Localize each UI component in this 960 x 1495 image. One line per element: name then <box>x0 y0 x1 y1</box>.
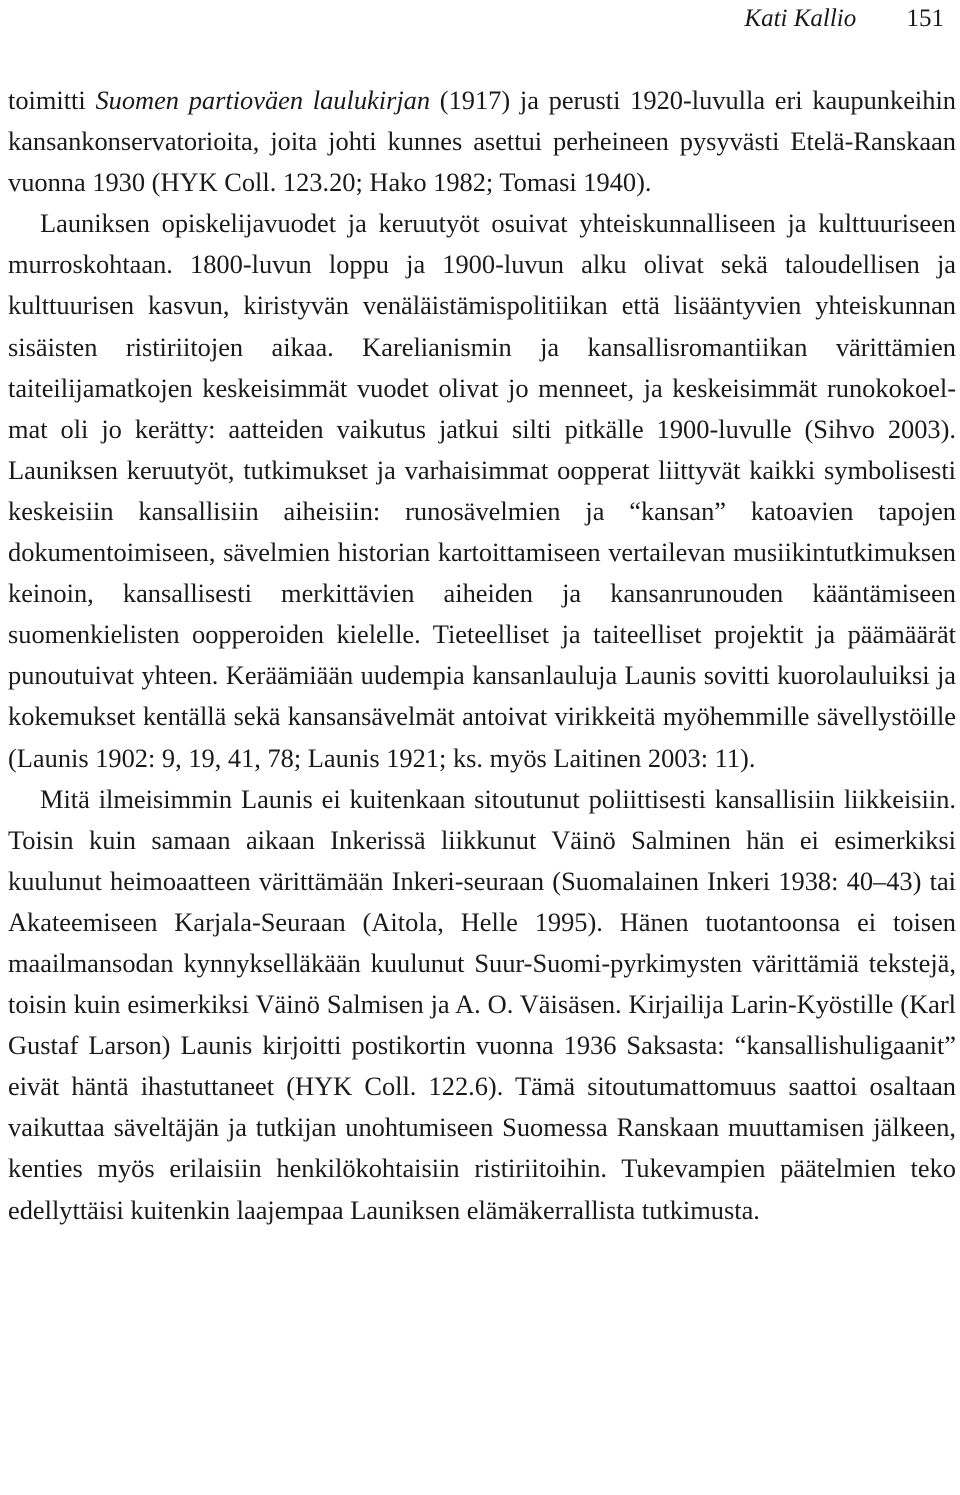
text-run: Mitä ilmeisimmin Launis ei kuitenkaan sitoutunut poliittisesti kansallisiin liikkeisiin. Toisin kuin samaan aikaan Inkerissä liikkunut Väinö Salminen hän ei esimerkiksi kuulunut heimoaatteen värittämään Inkeri-seuraan (Suomalainen Inkeri 1938: 40–43) tai Akateemiseen Karjala-Seuraan (Aitola, Helle 1995). Hänen tuotantoonsa ei toisen maailmansodan kynnykselläkään kuulunut Suur-Suomi-pyrkimysten värittämiä tekstejä, toisin kuin esimerkiksi Väinö Salmisen ja A. O. Väisäsen. Kirjailija Larin-Kyöstille (Karl Gustaf Larson) Launis kirjoitti postikortin vuonna 1936 Saksasta: “kansallishuligaanit” eivät häntä ihastuttaneet (HYK Coll. 122.6). Tämä sitoutumattomuus saattoi osaltaan vaikuttaa säveltäjän ja tutkijan unohtumiseen Suomessa Ranskaan muuttamisen jälkeen, kenties myös erilaisiin henkilökohtaisiin ristiriitoihin. Tukevampien päätelmien teko edellyttäisi kuitenkin laajempaa Launiksen elämäkerrallista tutkimusta. <box>8 783 956 1225</box>
running-head <box>744 2 944 36</box>
paragraph-2 <box>8 203 956 778</box>
book-title: Suomen partioväen laulukirjan <box>95 85 431 115</box>
text-run: toimitti <box>8 85 96 115</box>
paragraph-1 <box>8 80 956 203</box>
text-run: Launiksen opiskelijavuodet ja keruutyöt osuivat yhteiskunnalliseen ja kulttuuriseen murroskohtaan. 1800-luvun loppu ja 1900-luvun alku olivat sekä taloudellisen ja kulttuurisen kasvun, kiristyvän venäläistämispolitiikan että lisääntyvien yhteiskunnan sisäisten ristiriitojen aikaa. Karelianismin ja kansallisromantiikan värittämien taiteilijamatkojen keskeisimmät vuodet olivat jo menneet, ja keskeisimmät runokokoelmat oli jo kerätty: aatteiden vaikutus jatkui silti pitkälle 1900-luvulle (Sihvo 2003). Launiksen keruutyöt, tutkimukset ja varhaisimmat oopperat liittyvät kaikki symbolisesti keskeisiin kansallisiin aiheisiin: runosävelmien ja “kansan” katoavien tapojen dokumentoimiseen, sävelmien historian kartoittamiseen vertailevan musiikintutkimuksen keinoin, kansallisesti merkittävien aiheiden ja kansanrunouden kääntämiseen suomenkielisten oopperoiden kielelle. Tieteelliset ja taiteelliset projektit ja päämäärät punoutuivat yhteen. Keräämiään uudempia kansanlauluja Launis sovitti kuorolauluiksi ja kokemukset kentällä sekä kansansävelmät antoivat virikkeitä myöhemmille sävellystöille (Launis 1902: 9, 19, 41, 78; Launis 1921; ks. myös Laitinen 2003: 11). <box>8 208 956 773</box>
paragraph-3 <box>8 779 956 1231</box>
text-run: (1917) ja perusti 1920-luvulla eri kaupunkeihin kansankonservatorioita, joita johti kunnes asettui perheineen pysyvästi Etelä-Ranskaan vuonna 1930 (HYK Coll. 123.20; Hako 1982; Tomasi 1940). <box>8 85 956 198</box>
page-number: 151 <box>906 5 944 32</box>
running-head-author: Kati Kallio <box>744 5 857 32</box>
body-text <box>8 80 956 1231</box>
